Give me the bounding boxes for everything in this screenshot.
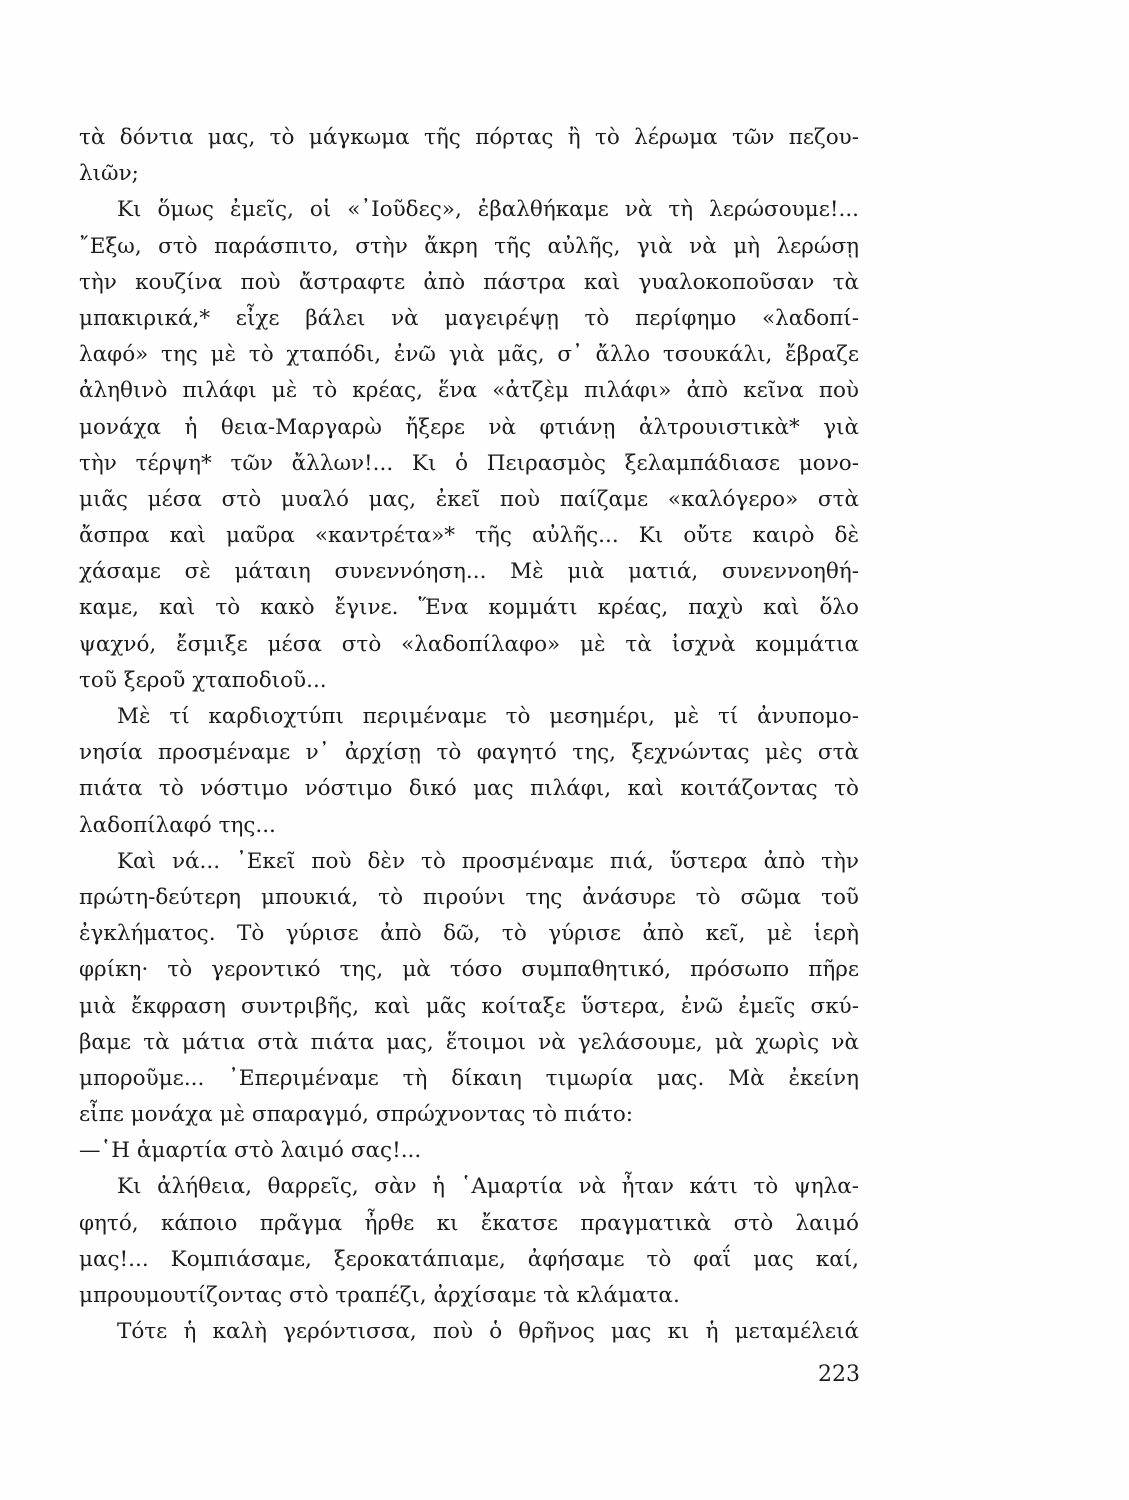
dialogue-line: —῾Η ἁμαρτία στὸ λαιμό σας!... (79, 1138, 422, 1164)
text-line: μιᾶς μέσα στὸ μυαλό μας, ἐκεῖ ποὺ παίζαμε «καλόγερο» στὰ (79, 486, 859, 512)
body-text (79, 120, 859, 1350)
text-line: χάσαμε σὲ μάταιη συνεννόηση... Μὲ μιὰ ματιά, συνεννοηθή- (79, 559, 859, 585)
text-line: βαμε τὰ μάτια στὰ πιάτα μας, ἕτοιμοι νὰ γελάσουμε, μὰ χωρὶς νὰ (79, 1029, 859, 1055)
text-line: φρίκη· τὸ γεροντικό της, μὰ τόσο συμπαθητικό, πρόσωπο πῆρε (79, 957, 859, 983)
text-line: ῎Εξω, στὸ παράσπιτο, στὴν ἄκρη τῆς αὐλῆς, γιὰ νὰ μὴ λερώσῃ (79, 233, 859, 259)
text-line: τὴν κουζίνα ποὺ ἄστραφτε ἀπὸ πάστρα καὶ γυαλοκοποῦσαν τὰ (79, 269, 859, 295)
text-line: λαφό» της μὲ τὸ χταπόδι, ἐνῶ γιὰ μᾶς, σ᾿ ἄλλο τσουκάλι, ἔβραζε (79, 342, 859, 368)
text-line: λαδοπίλαφό της... (79, 812, 276, 838)
text-line: ψαχνό, ἔσμιξε μέσα στὸ «λαδοπίλαφο» μὲ τὰ ἰσχνὰ κομμάτια (79, 631, 859, 657)
text-line: μπρουμουτίζοντας στὸ τραπέζι, ἀρχίσαμε τὰ κλάματα. (79, 1283, 680, 1308)
text-line: Τότε ἡ καλὴ γερόντισσα, ποὺ ὁ θρῆνος μας κι ἡ μεταμέλειά (117, 1319, 859, 1345)
text-line: ἄσπρα καὶ μαῦρα «καντρέτα»* τῆς αὐλῆς... Κι οὔτε καιρὸ δὲ (79, 523, 859, 549)
text-line: νησία προσμέναμε ν᾿ ἀρχίσῃ τὸ φαγητό της, ξεχνώντας μὲς στὰ (79, 740, 859, 766)
text-line: ἐγκλήματος. Τὸ γύρισε ἀπὸ δῶ, τὸ γύρισε ἀπὸ κεῖ, μὲ ἱερὴ (79, 921, 859, 947)
text-line: λιῶν; (79, 161, 139, 187)
text-line: τὴν τέρψη* τῶν ἄλλων!... Κι ὁ Πειρασμὸς ξελαμπάδιασε μονο- (79, 450, 859, 476)
page-number: 223 (818, 1362, 860, 1387)
text-line: τὰ δόντια μας, τὸ μάγκωμα τῆς πόρτας ἢ τὸ λέρωμα τῶν πεζου- (79, 125, 859, 150)
text-line: πρώτη-δεύτερη μπουκιά, τὸ πιρούνι της ἀνάσυρε τὸ σῶμα τοῦ (79, 884, 859, 910)
text-line: μιὰ ἔκφραση συντριβῆς, καὶ μᾶς κοίταξε ὕστερα, ἐνῶ ἐμεῖς σκύ- (79, 993, 859, 1019)
text-line: μας!... Κομπιάσαμε, ξεροκατάπιαμε, ἀφήσαμε τὸ φαΐ μας καί, (79, 1246, 859, 1272)
text-line: τοῦ ξεροῦ χταποδιοῦ... (79, 667, 327, 693)
text-line: πιάτα τὸ νόστιμο νόστιμο δικό μας πιλάφι, καὶ κοιτάζοντας τὸ (79, 776, 859, 802)
text-line: μονάχα ἡ θεια-Μαργαρὼ ἤξερε νὰ φτιάνῃ ἀλτρουιστικὰ* γιὰ (79, 414, 859, 440)
text-line: Κι ἀλήθεια, θαρρεῖς, σὰν ἡ ῾Αμαρτία νὰ ἦταν κάτι τὸ ψηλα- (117, 1174, 859, 1200)
text-line: φητό, κάποιο πρᾶγμα ἦρθε κι ἔκατσε πραγματικὰ στὸ λαιμό (79, 1210, 859, 1236)
text-line: Κι ὅμως ἐμεῖς, οἱ «᾿Ιοῦδες», ἐβαλθήκαμε νὰ τὴ λερώσουμε!... (117, 197, 859, 223)
text-line: ἀληθινὸ πιλάφι μὲ τὸ κρέας, ἕνα «ἀτζὲμ πιλάφι» ἀπὸ κεῖνα ποὺ (79, 378, 859, 404)
text-line: εἶπε μονάχα μὲ σπαραγμό, σπρώχνοντας τὸ πιάτο: (79, 1102, 634, 1128)
text-line: μπακιρικά,* εἶχε βάλει νὰ μαγειρέψῃ τὸ περίφημο «λαδοπί- (79, 305, 859, 331)
text-line: Καὶ νά... ᾿Εκεῖ ποὺ δὲν τὸ προσμέναμε πιά, ὕστερα ἀπὸ τὴν (117, 848, 859, 874)
text-line: Μὲ τί καρδιοχτύπι περιμέναμε τὸ μεσημέρι, μὲ τί ἀνυπομο- (117, 704, 859, 729)
text-line: καμε, καὶ τὸ κακὸ ἔγινε. Ἕνα κομμάτι κρέας, παχὺ καὶ ὅλο (79, 595, 859, 621)
text-line: μποροῦμε... ᾿Επεριμέναμε τὴ δίκαιη τιμωρία μας. Μὰ ἐκείνη (79, 1065, 859, 1091)
